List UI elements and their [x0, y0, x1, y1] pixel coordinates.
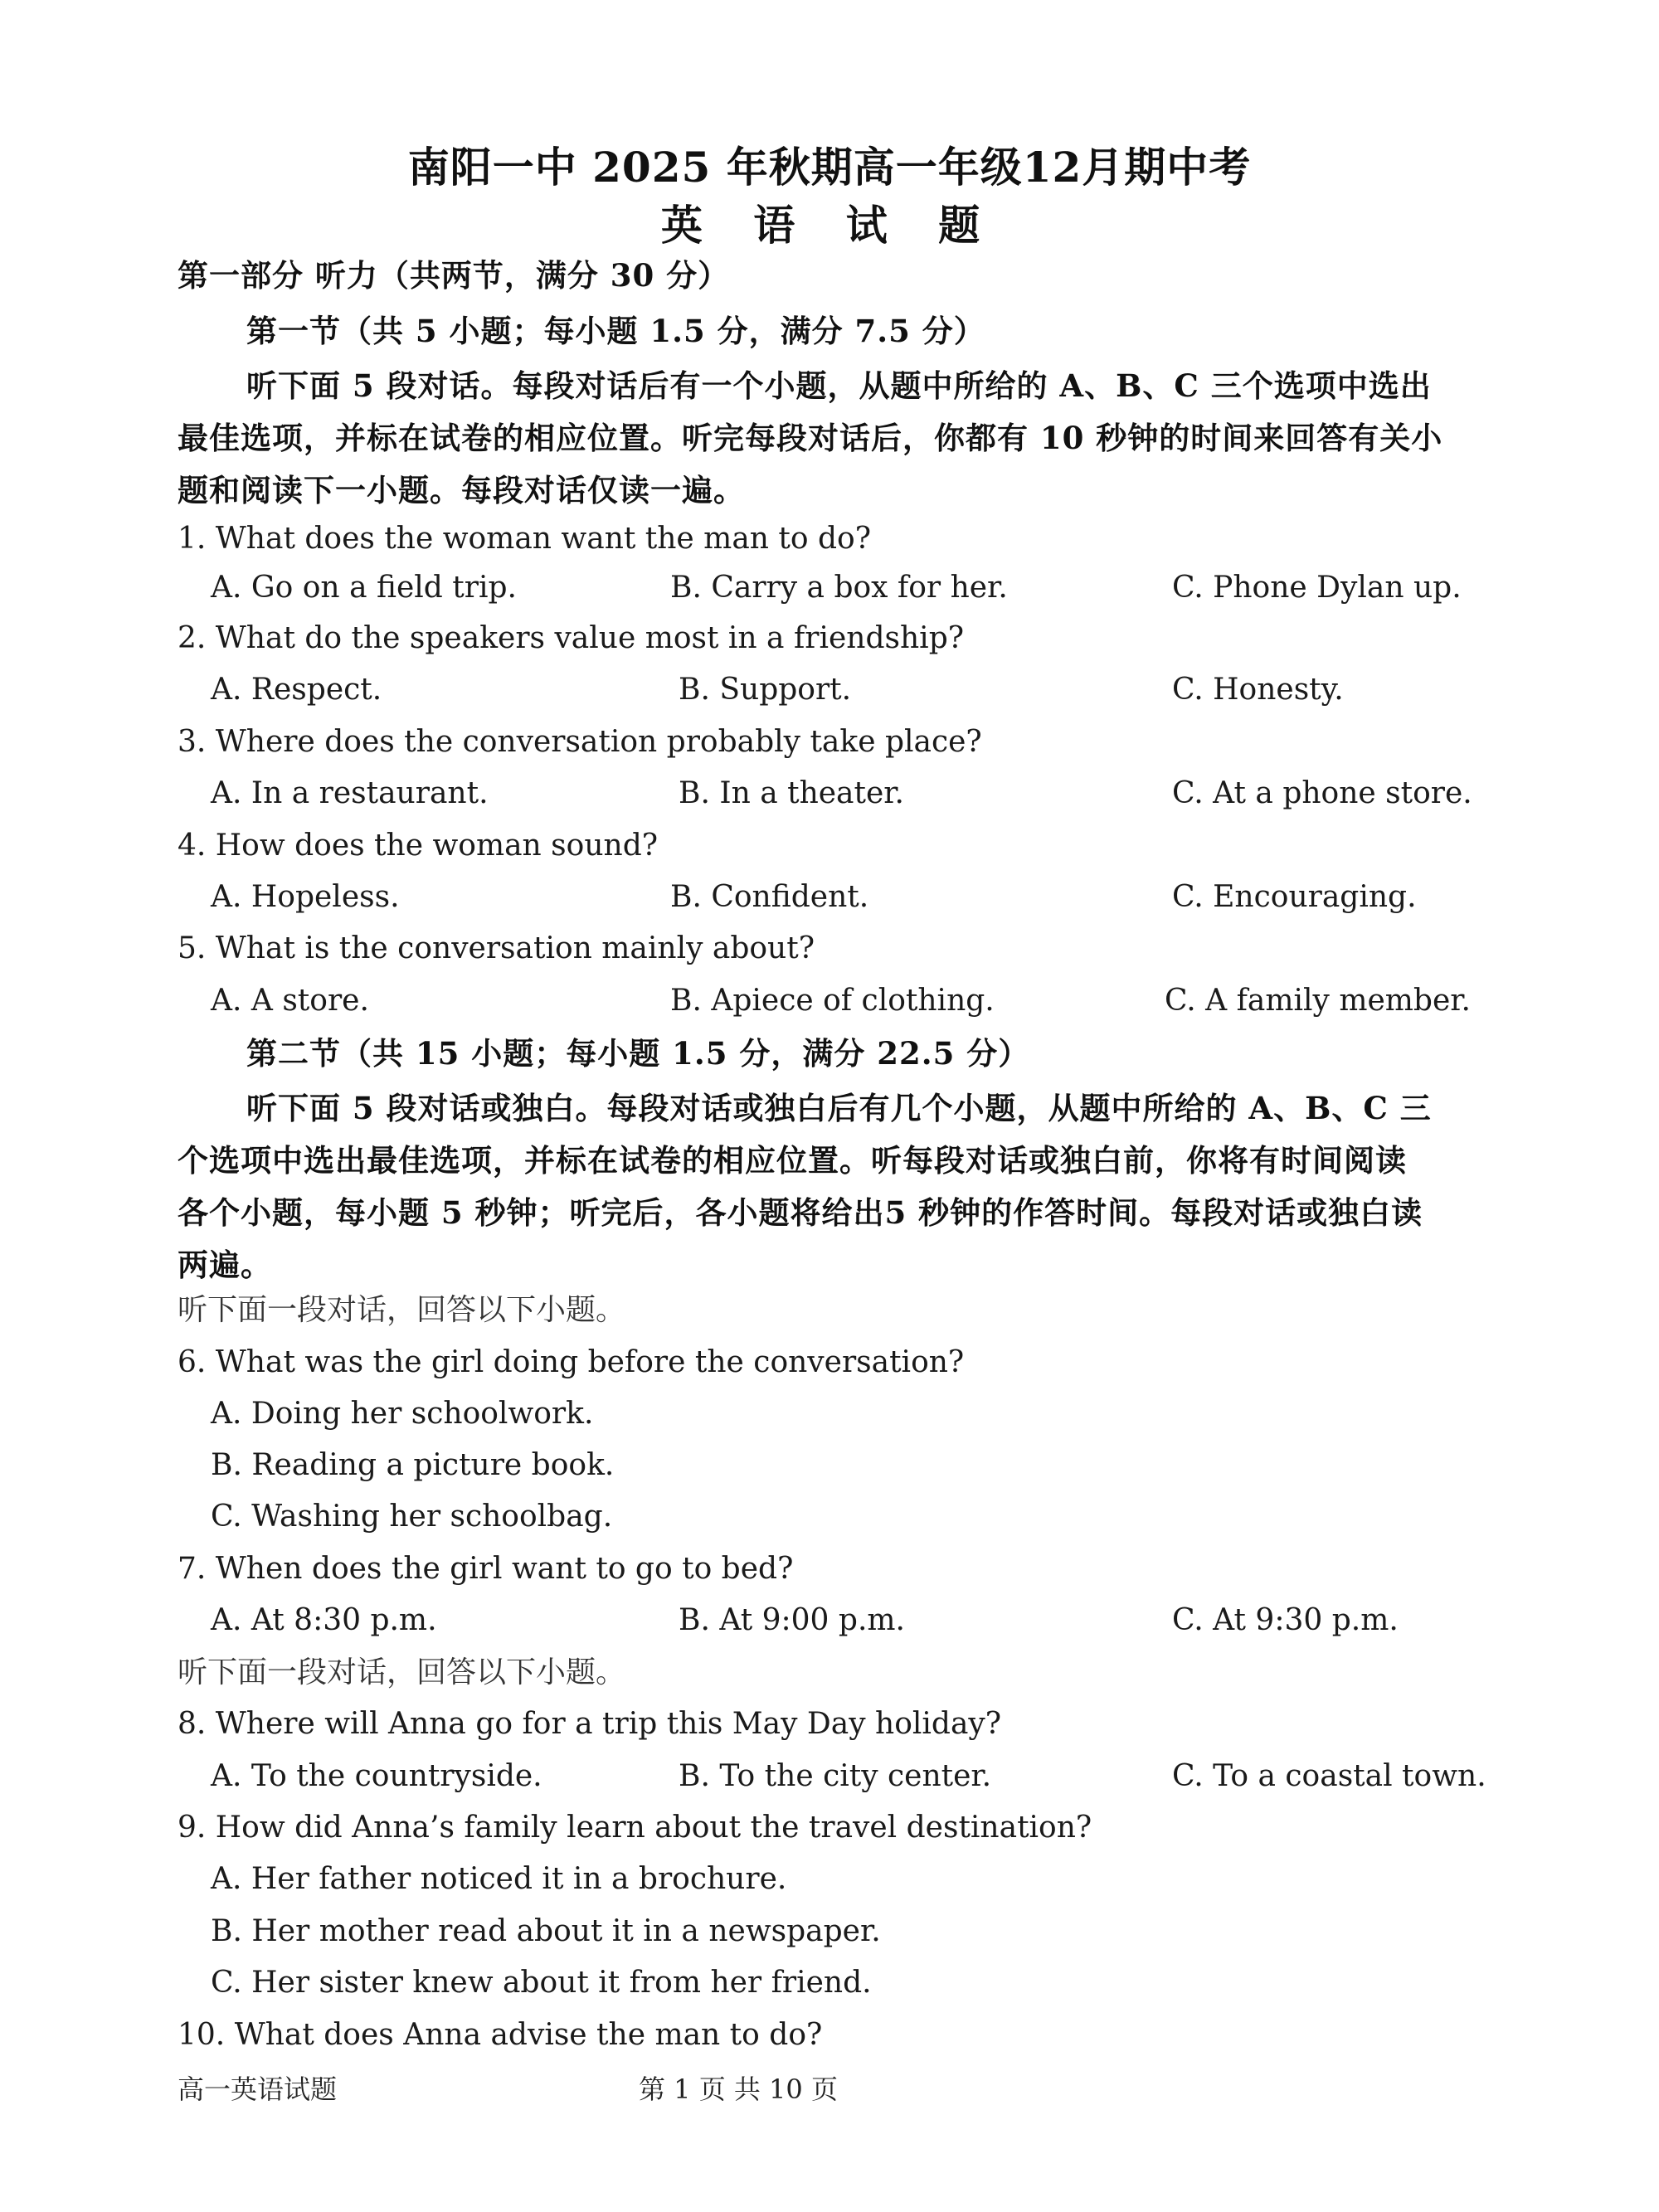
question-2-text: 2. What do the speakers value most in a friendship?: [178, 621, 965, 655]
question-8-option-c: C. To a coastal town.: [1172, 1759, 1486, 1793]
question-6-option-c: C. Washing her schoolbag.: [211, 1500, 613, 1534]
section1-heading: 第一节（共 5 小题；每小题 1.5 分，满分 7.5 分）: [246, 313, 985, 349]
exam-subject: 英 语 试 题: [660, 201, 999, 250]
question-3-option-c: C. At a phone store.: [1172, 776, 1472, 810]
question-3-option-b: B. In a theater.: [679, 776, 904, 810]
question-9-option-b: B. Her mother read about it in a newspaper.: [211, 1914, 881, 1948]
question-2-option-b: B. Support.: [679, 673, 852, 707]
question-9-option-c: C. Her sister knew about it from her friend.: [211, 1966, 872, 2000]
question-5-text: 5. What is the conversation mainly about?: [178, 931, 815, 965]
question-3-text: 3. Where does the conversation probably take place?: [178, 725, 982, 759]
question-8-option-a: A. To the countryside.: [211, 1759, 542, 1793]
question-4-option-c: C. Encouraging.: [1172, 880, 1417, 914]
question-3-option-a: A. In a restaurant.: [211, 776, 489, 810]
listening-prompt: 听下面一段对话，回答以下小题。: [178, 1655, 626, 1689]
question-7-text: 7. When does the girl want to go to bed?: [178, 1552, 794, 1586]
exam-title: 南阳一中 2025 年秋期高一年级12月期中考: [407, 143, 1252, 192]
section2-instruction-line: 两遍。: [178, 1247, 272, 1283]
question-4-option-b: B. Confident.: [670, 880, 869, 914]
question-5-option-a: A. A store.: [211, 984, 369, 1018]
section2-instruction-line: 各个小题，每小题 5 秒钟；听完后，各小题将给出5 秒钟的作答时间。每段对话或独白读: [178, 1194, 1423, 1231]
listening-prompt: 听下面一段对话，回答以下小题。: [178, 1293, 626, 1327]
question-10-text: 10. What does Anna advise the man to do?: [178, 2018, 823, 2052]
question-5-option-b: B. Apiece of clothing.: [670, 984, 995, 1018]
section1-instruction-line: 最佳选项，并标在试卷的相应位置。听完每段对话后，你都有 10 秒钟的时间来回答有关小: [178, 420, 1443, 456]
question-5-option-c: C. A family member.: [1165, 984, 1471, 1018]
question-9-text: 9. How did Anna’s family learn about the travel destination?: [178, 1811, 1092, 1845]
part1-heading: 第一部分 听力（共两节，满分 30 分）: [178, 257, 730, 294]
question-8-option-b: B. To the city center.: [679, 1759, 992, 1793]
question-7-option-a: A. At 8:30 p.m.: [211, 1603, 437, 1637]
question-8-text: 8. Where will Anna go for a trip this May Day holiday?: [178, 1707, 1002, 1741]
question-1-text: 1. What does the woman want the man to do?: [178, 522, 872, 556]
question-6-text: 6. What was the girl doing before the conversation?: [178, 1345, 965, 1379]
question-2-option-c: C. Honesty.: [1172, 673, 1344, 707]
question-4-text: 4. How does the woman sound?: [178, 829, 659, 863]
question-2-option-a: A. Respect.: [211, 673, 382, 707]
section2-instruction-line: 听下面 5 段对话或独白。每段对话或独白后有几个小题，从题中所给的 A、B、C 三: [246, 1090, 1432, 1126]
footer-subject: 高一英语试题: [178, 2073, 338, 2105]
question-4-option-a: A. Hopeless.: [211, 880, 400, 914]
question-1-option-a: A. Go on a field trip.: [211, 571, 517, 605]
question-1-option-c: C. Phone Dylan up.: [1172, 571, 1462, 605]
question-1-option-b: B. Carry a box for her.: [670, 571, 1008, 605]
section1-instruction-line: 题和阅读下一小题。每段对话仅读一遍。: [178, 472, 745, 508]
question-7-option-b: B. At 9:00 p.m.: [679, 1603, 905, 1637]
question-7-option-c: C. At 9:30 p.m.: [1172, 1603, 1399, 1637]
question-9-option-a: A. Her father noticed it in a brochure.: [211, 1862, 787, 1896]
section1-instruction-line: 听下面 5 段对话。每段对话后有一个小题，从题中所给的 A、B、C 三个选项中选出: [246, 367, 1432, 404]
footer-page-number: 第 1 页 共 10 页: [639, 2073, 838, 2105]
section2-heading: 第二节（共 15 小题；每小题 1.5 分，满分 22.5 分）: [246, 1035, 1030, 1072]
question-6-option-a: A. Doing her schoolwork.: [211, 1397, 594, 1431]
section2-instruction-line: 个选项中选出最佳选项，并标在试卷的相应位置。听每段对话或独白前，你将有时间阅读: [178, 1142, 1407, 1179]
question-6-option-b: B. Reading a picture book.: [211, 1448, 615, 1482]
